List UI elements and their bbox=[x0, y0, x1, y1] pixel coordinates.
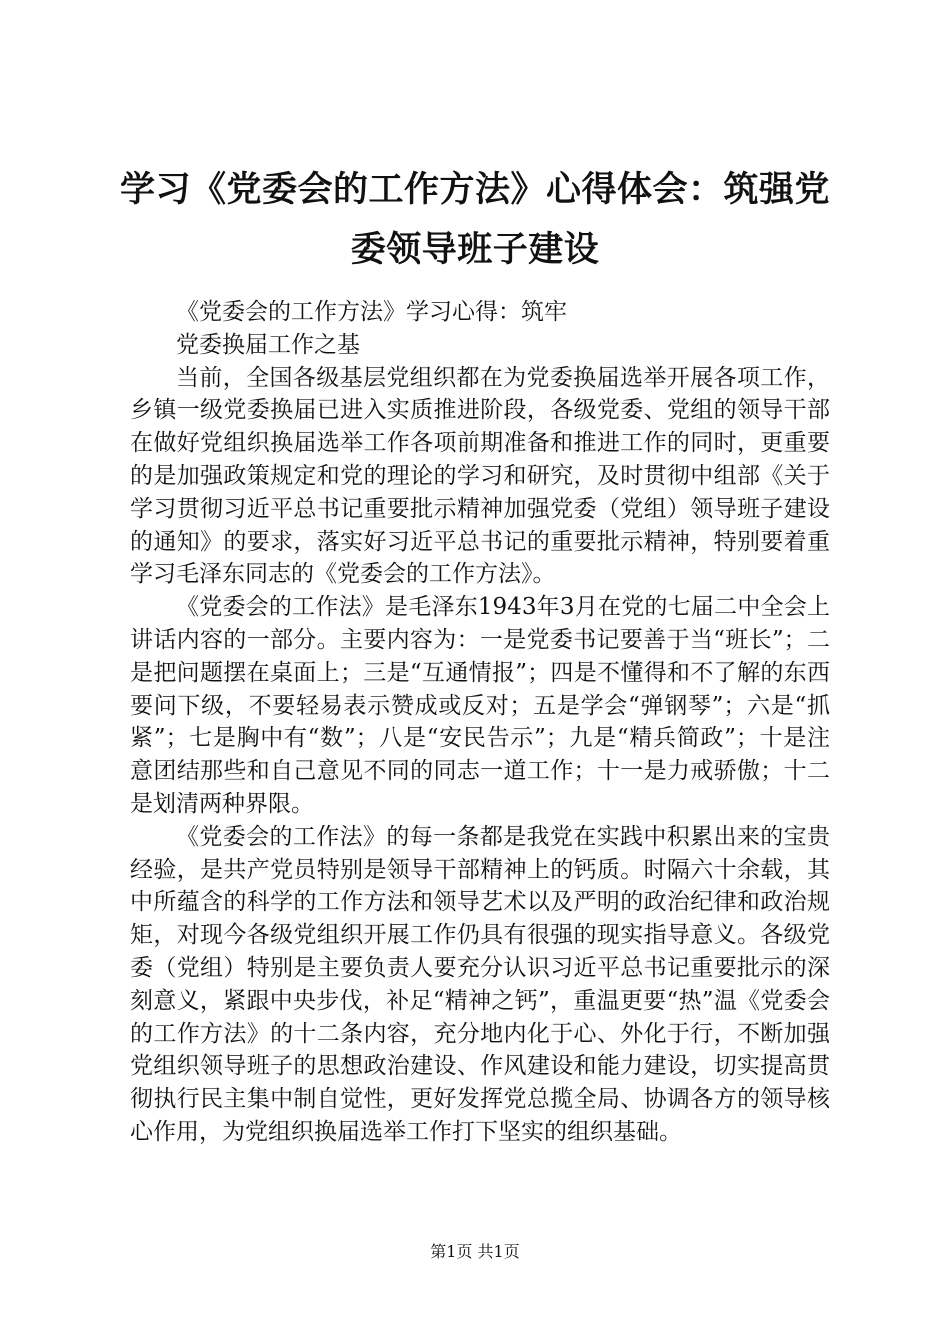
paragraph-1: 当前，全国各级基层党组织都在为党委换届选举开展各项工作，乡镇一级党委换届已进入实质推进阶段，各级党委、党组的领导干部在做好党组织换届选举工作各项前期准备和推进工作的同时，更重要的是加强政策规定和党的理论的学习和研究，及时贯彻中组部《关于学习贯彻习近平总书记重要批示精神加强党委（党组）领导班子建设的通知》的要求，落实好习近平总书记的重要批示精神，特别要着重学习毛泽东同志的《党委会的工作方法》。 bbox=[130, 364, 830, 588]
document-title: 学习《党委会的工作方法》心得体会：筑强党委领导班子建设 bbox=[119, 170, 830, 270]
subtitle-line-1: 《党委会的工作方法》学习心得：筑牢 bbox=[176, 299, 567, 325]
document-body bbox=[130, 296, 830, 1149]
paragraph-2: 《党委会的工作法》是毛泽东1943年3月在党的七届二中全会上讲话内容的一部分。主要内容为：一是党委书记要善于当“班长”；二是把问题摆在桌面上；三是“互通情报”；四是不懂得和不了解的东西要问下级，不要轻易表示赞成或反对；五是学会“弹钢琴”；六是“抓紧”；七是胸中有“数”；八是“安民告示”；九是“精兵简政”；十是注意团结那些和自己意见不同的同志一道工作；十一是力戒骄傲；十二是划清两种界限。 bbox=[130, 594, 830, 817]
page-footer: 第1页 共1页 bbox=[430, 1242, 520, 1261]
paragraph-3: 《党委会的工作法》的每一条都是我党在实践中积累出来的宝贵经验，是共产党员特别是领导干部精神上的钙质。时隔六十余载，其中所蕴含的科学的工作方法和领导艺术以及严明的政治纪律和政治规矩，对现今各级党组织开展工作仍具有很强的现实指导意义。各级党委（党组）特别是主要负责人要充分认识习近平总书记重要批示的深刻意义，紧跟中央步伐，补足“精神之钙”，重温更要“热”温《党委会的工作方法》的十二条内容，充分地内化于心、外化于行，不断加强党组织领导班子的思想政治建设、作风建设和能力建设，切实提高贯彻执行民主集中制自觉性，更好发挥党总揽全局、协调各方的领导核心作用，为党组织换届选举工作打下坚实的组织基础。 bbox=[130, 823, 830, 1145]
subtitle-line-2: 党委换届工作之基 bbox=[176, 331, 360, 358]
